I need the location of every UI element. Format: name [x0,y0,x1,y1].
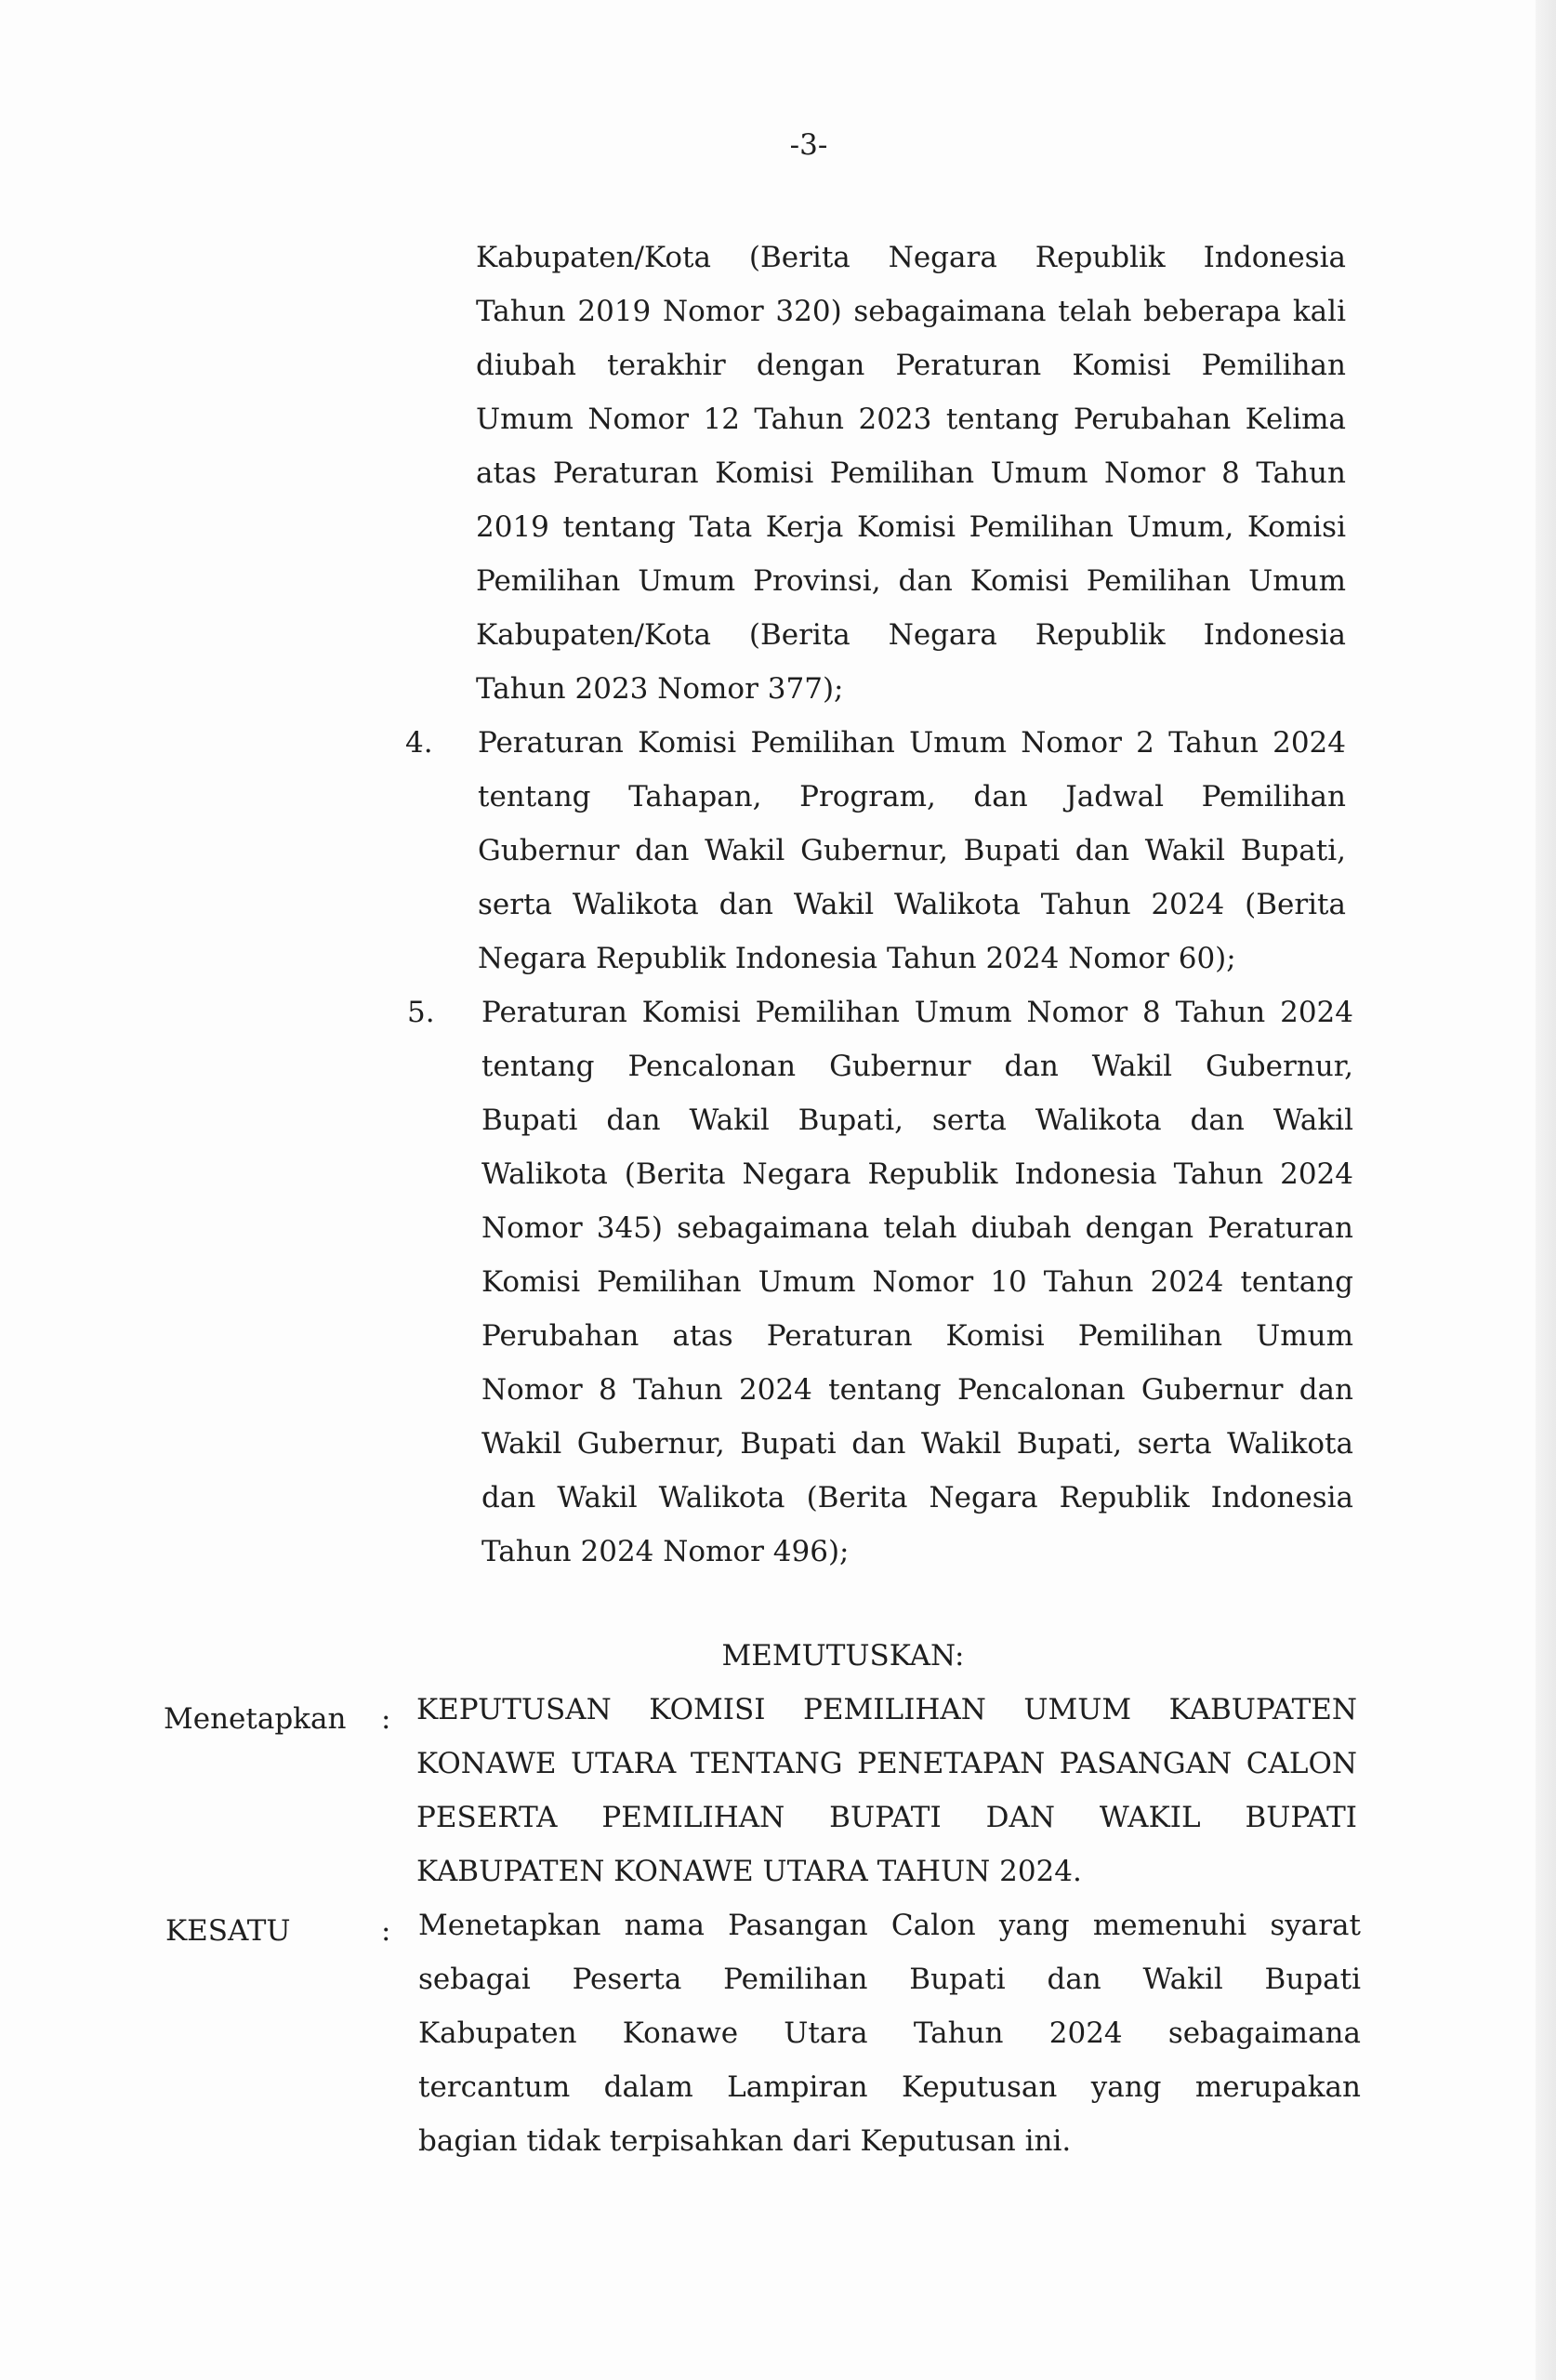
menetapkan-label: Menetapkan [164,1702,347,1736]
text-line: Pemilihan Umum Provinsi, dan Komisi Pemilihan Umum [476,564,1346,598]
text-line: Kabupaten/Kota (Berita Negara Republik Indonesia [476,241,1346,274]
text-line: serta Walikota dan Wakil Walikota Tahun 2024 (Berita [478,888,1346,921]
text-line: Kabupaten Konawe Utara Tahun 2024 sebagaimana [418,2016,1361,2050]
text-line: Bupati dan Wakil Bupati, serta Walikota dan Wakil [481,1104,1353,1137]
list-item-text [481,985,1353,1579]
kesatu-text [418,1898,1361,2168]
menetapkan-text [416,1683,1357,1898]
decision-heading: MEMUTUSKAN: [721,1639,965,1673]
text-line: KEPUTUSAN KOMISI PEMILIHAN UMUM KABUPATEN [416,1693,1357,1726]
text-line: Peraturan Komisi Pemilihan Umum Nomor 8 Tahun 2024 [481,996,1353,1029]
text-line: dan Wakil Walikota (Berita Negara Republik Indonesia [481,1481,1353,1514]
page-edge-shadow [1536,0,1556,2380]
text-line: KABUPATEN KONAWE UTARA TAHUN 2024. [416,1855,1082,1888]
text-line: tentang Tahapan, Program, dan Jadwal Pemilihan [478,780,1346,813]
list-item-number: 4. [405,726,433,760]
text-line: Nomor 8 Tahun 2024 tentang Pencalonan Gubernur dan [481,1373,1353,1407]
text-line: PESERTA PEMILIHAN BUPATI DAN WAKIL BUPATI [416,1801,1357,1834]
kesatu-label: KESATU [165,1914,291,1948]
page-number: -3- [789,128,828,162]
kesatu-colon: : [381,1914,391,1948]
text-line: Komisi Pemilihan Umum Nomor 10 Tahun 2024 tentang [481,1265,1353,1299]
text-line: Negara Republik Indonesia Tahun 2024 Nomor 60); [478,942,1236,975]
text-line: Nomor 345) sebagaimana telah diubah dengan Peraturan [481,1211,1353,1245]
text-line: Peraturan Komisi Pemilihan Umum Nomor 2 Tahun 2024 [478,726,1346,760]
text-line: Kabupaten/Kota (Berita Negara Republik Indonesia [476,618,1346,652]
text-line: Walikota (Berita Negara Republik Indonesia Tahun 2024 [481,1157,1353,1191]
text-line: Tahun 2019 Nomor 320) sebagaimana telah beberapa kali [476,295,1346,328]
text-line: bagian tidak terpisahkan dari Keputusan ini. [418,2124,1072,2158]
text-line: KONAWE UTARA TENTANG PENETAPAN PASANGAN CALON [416,1747,1357,1780]
text-line: Wakil Gubernur, Bupati dan Wakil Bupati, serta Walikota [481,1427,1353,1461]
list-item-number: 5. [407,996,435,1029]
text-line: tercantum dalam Lampiran Keputusan yang merupakan [418,2070,1361,2104]
text-line: Gubernur dan Wakil Gubernur, Bupati dan Wakil Bupati, [478,834,1346,867]
text-line: sebagai Peserta Pemilihan Bupati dan Wakil Bupati [418,1963,1361,1996]
text-line: Perubahan atas Peraturan Komisi Pemilihan Umum [481,1319,1353,1353]
text-line: diubah terakhir dengan Peraturan Komisi Pemilihan [476,349,1346,382]
text-line: 2019 tentang Tata Kerja Komisi Pemilihan Umum, Komisi [476,510,1346,544]
text-line: Tahun 2024 Nomor 496); [481,1535,850,1568]
continued-item-text [476,231,1346,716]
list-item-text [478,716,1346,985]
text-line: Menetapkan nama Pasangan Calon yang memenuhi syarat [418,1909,1361,1942]
text-line: Tahun 2023 Nomor 377); [476,672,844,706]
text-line: atas Peraturan Komisi Pemilihan Umum Nomor 8 Tahun [476,456,1346,490]
text-line: Umum Nomor 12 Tahun 2023 tentang Perubahan Kelima [476,403,1346,436]
menetapkan-colon: : [381,1702,391,1736]
text-line: tentang Pencalonan Gubernur dan Wakil Gubernur, [481,1050,1353,1083]
